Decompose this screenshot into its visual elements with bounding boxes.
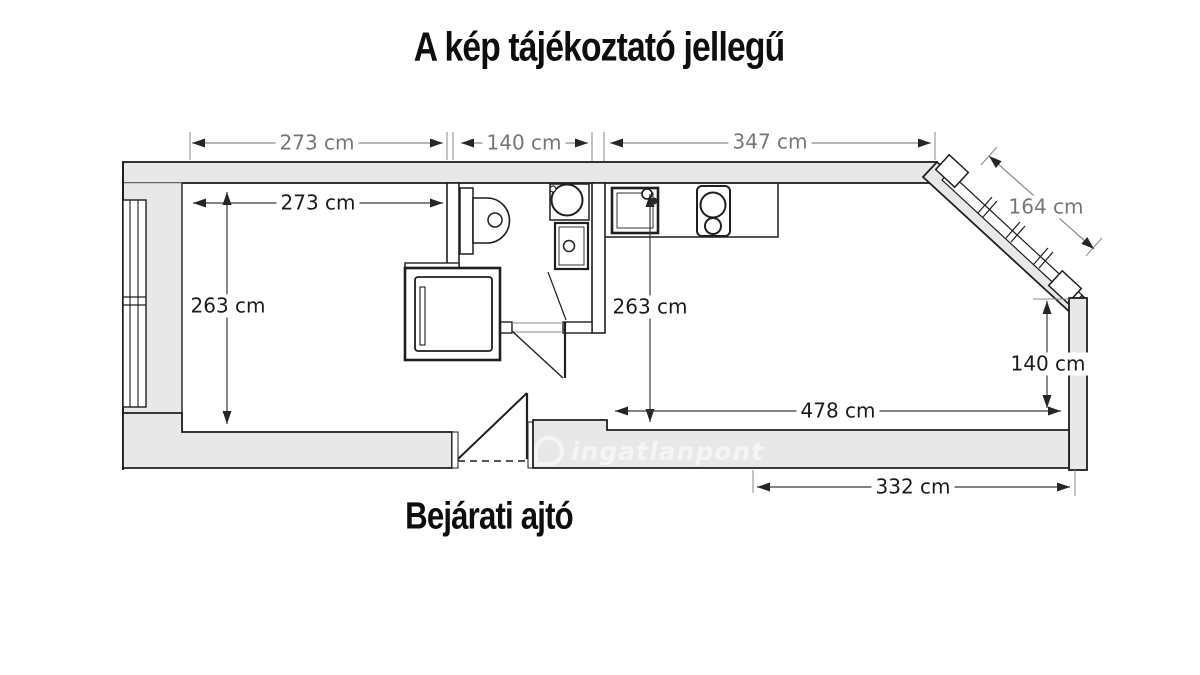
wall-bathroom-kitchen [592,183,605,333]
plan-title: A kép tájékoztató jellegű [413,23,785,70]
dim-label-right-wall-height: 140 cm [1006,353,1089,376]
right-wall [1069,298,1087,470]
entrance-door-swing [458,393,527,459]
wall-room-bathroom [447,183,459,268]
toilet-flush-hole [488,213,502,227]
bathroom-detail-line [548,272,566,320]
stove-burner-large [701,193,726,218]
dim-label-diagonal-window: 164 cm [1004,196,1087,219]
bottom-wall-left [123,413,452,468]
entrance-door-jamb-left [452,432,458,468]
shower-screen [420,287,425,345]
watermark-text: ingatlanpont [571,436,765,466]
wall-bathroom-bottom-right [563,322,592,333]
bathroom-door-swing [512,331,563,378]
washing-machine-door [564,241,575,252]
washbasin-tap [550,186,556,192]
dim-label-room-inner-depth: 263 cm [186,295,269,318]
dim-label-top-room-width: 273 cm [275,132,358,155]
shower-tray [415,277,492,351]
kitchen-fixtures [605,184,778,237]
dim-label-room-inner-width: 273 cm [276,192,359,215]
stove-burner-small [705,218,721,234]
dim-label-kitchen-inner-depth: 263 cm [608,296,691,319]
entrance-door-label: Bejárati ajtó [405,495,573,538]
dim-label-top-bathroom-width: 140 cm [482,132,565,155]
toilet-tank [460,188,473,254]
bottom-wall-right [533,420,1069,468]
kitchen-faucet-knob [651,198,658,205]
top-wall [123,162,937,183]
dim-label-living-bottom-width: 478 cm [796,400,879,423]
bathroom-fixtures [405,184,589,360]
dim-label-top-kitchen-width: 347 cm [728,131,811,154]
left-window [123,200,146,407]
dim-label-bottom-right-width: 332 cm [871,476,954,499]
